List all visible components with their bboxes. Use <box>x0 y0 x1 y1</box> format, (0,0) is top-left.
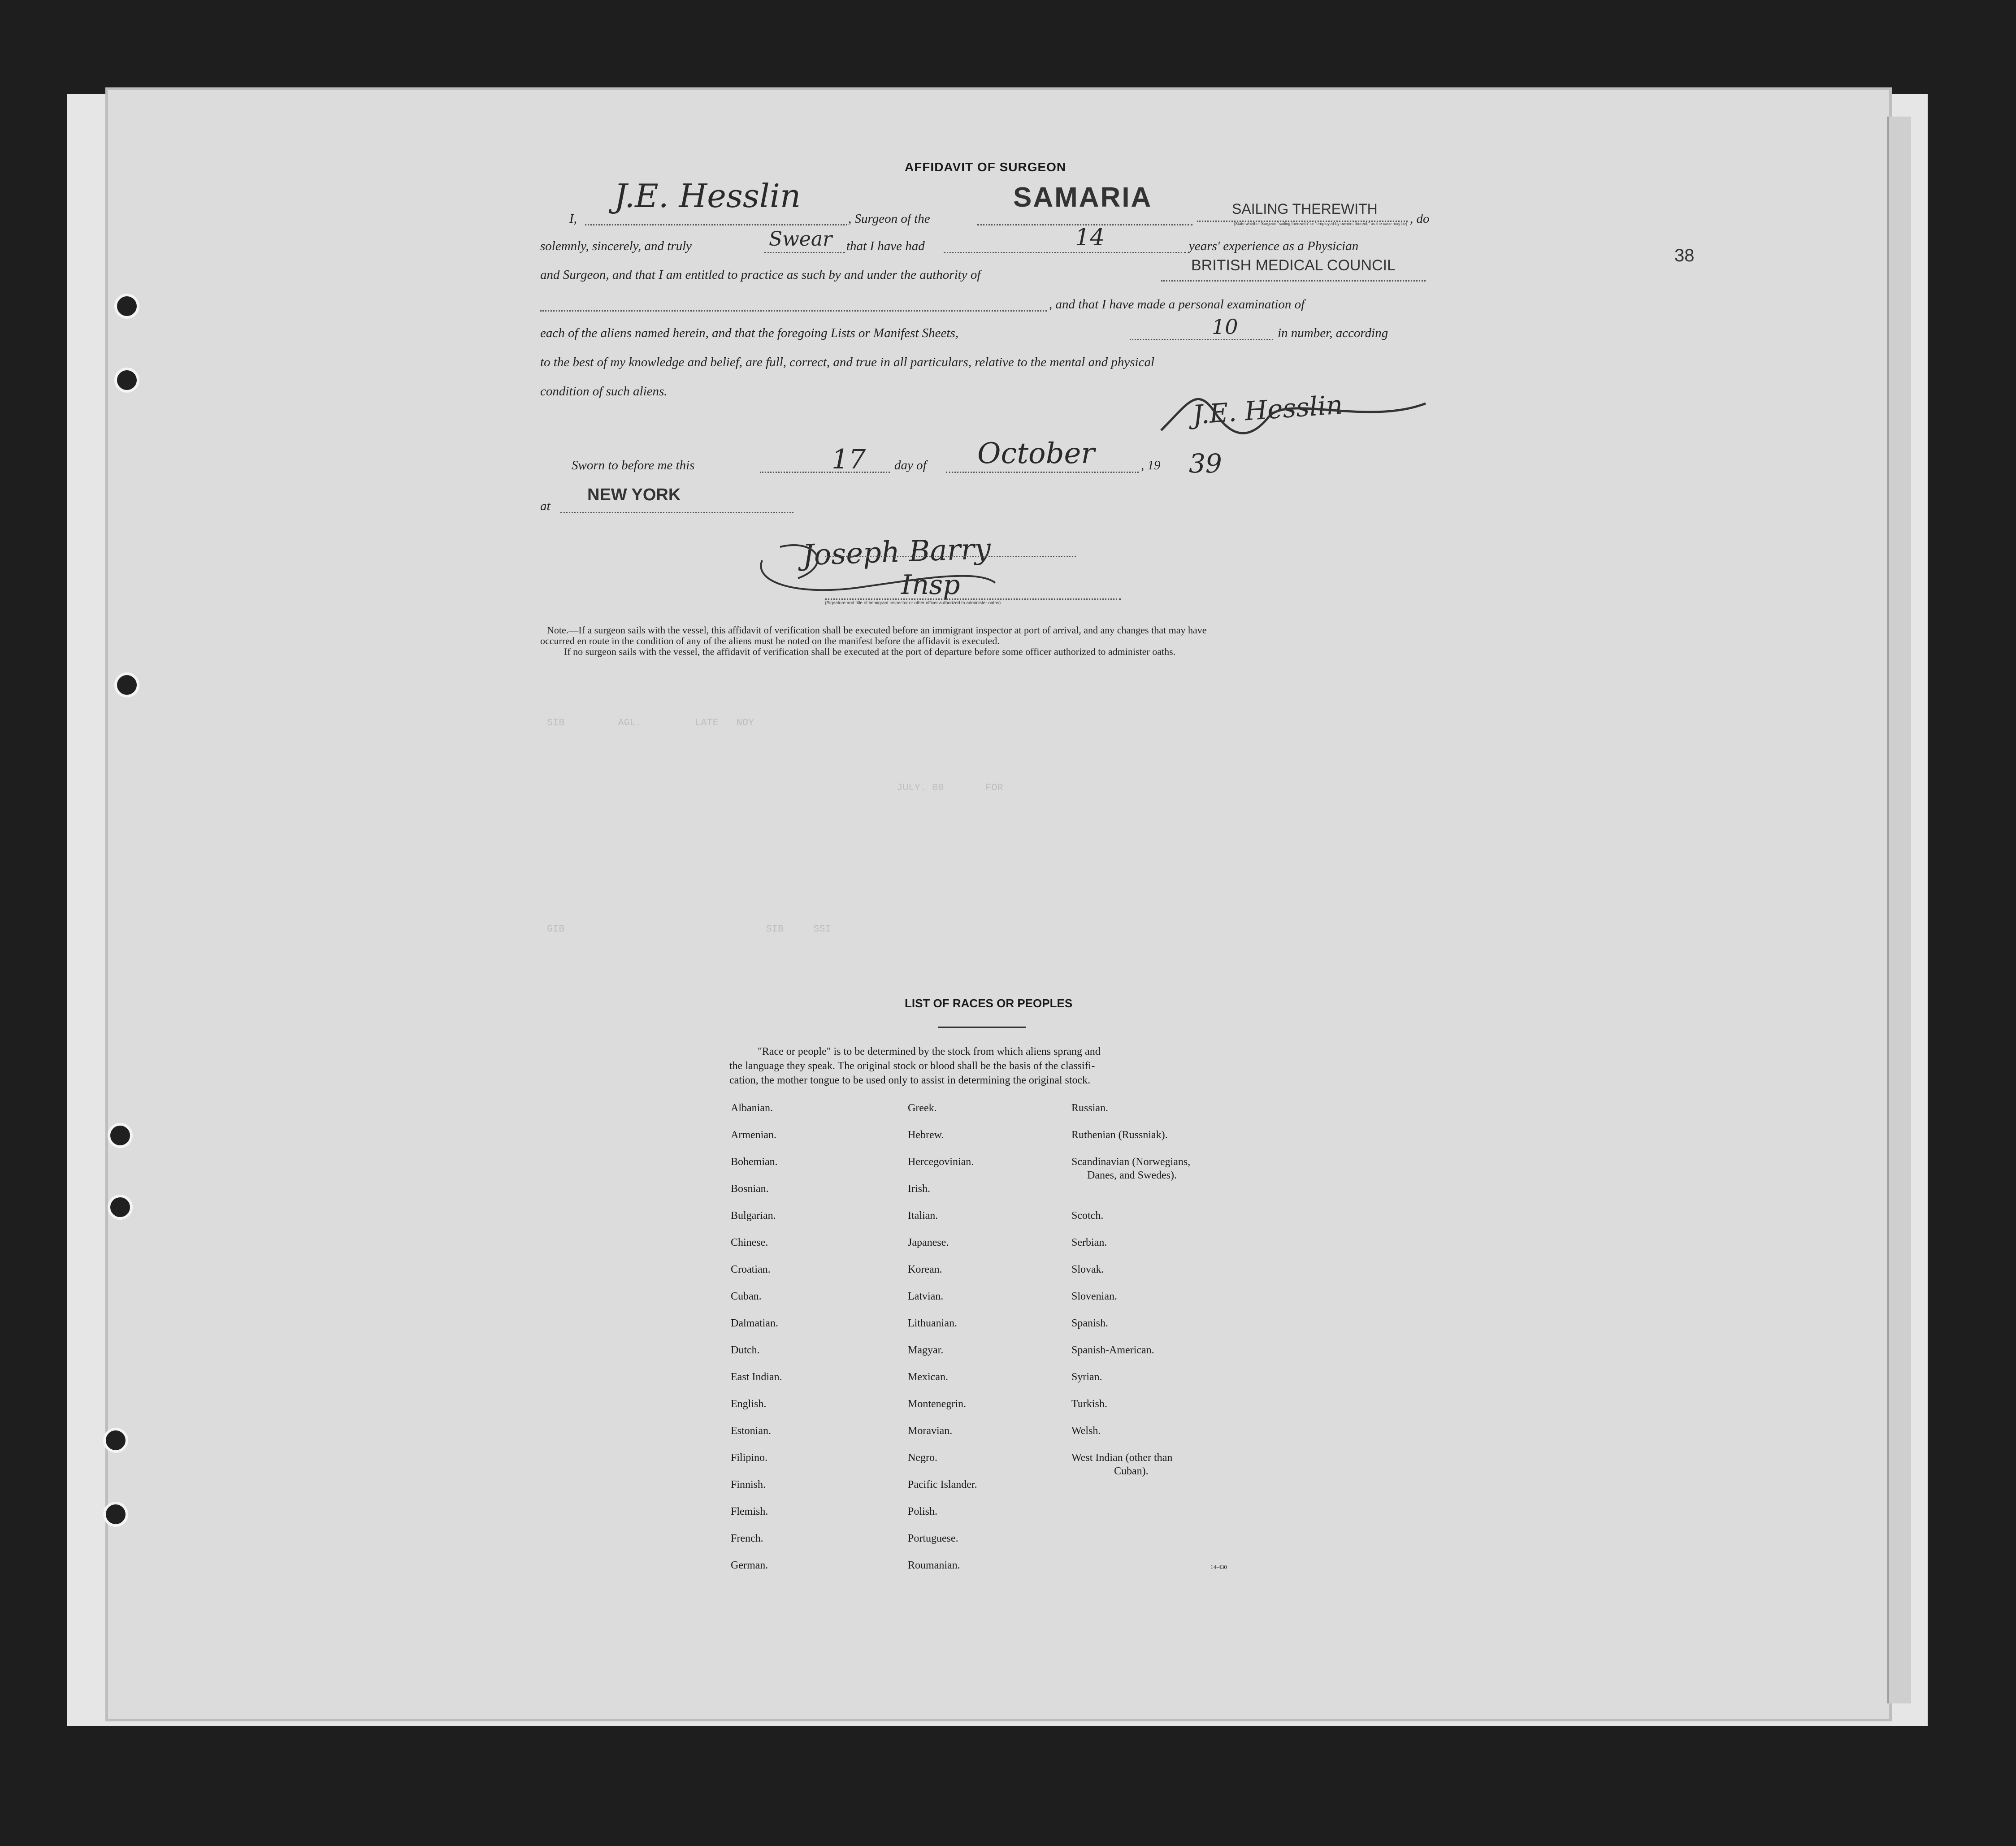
race-item: Filipino. <box>731 1452 768 1464</box>
race-item: German. <box>731 1560 768 1571</box>
race-item-continuation: Danes, and Swedes). <box>1087 1170 1177 1181</box>
race-item: Armenian. <box>731 1129 776 1141</box>
races-intro-2: the language they speak. The original stock or blood shall be the basis of the classifi- <box>729 1060 1095 1072</box>
status-instruction: (State whether Surgeon "sailing therewith" or "employed by owners thereof," as the case may be) <box>1234 221 1407 226</box>
race-item: Roumanian. <box>908 1560 960 1571</box>
binder-hole <box>103 1502 128 1527</box>
bleed-through-text: JULY. 00 FOR <box>897 782 1003 793</box>
race-item: Spanish-American. <box>1071 1344 1154 1356</box>
race-item: Negro. <box>908 1452 937 1464</box>
race-item: Croatian. <box>731 1264 771 1275</box>
binder-hole <box>114 672 139 698</box>
officer-caption: (Signature and title of immigrant inspector or other officer authorized to administer oaths) <box>825 601 1001 606</box>
status-stamp: SAILING THEREWITH <box>1232 201 1378 217</box>
blank-line <box>946 472 1139 473</box>
binder-hole <box>108 1123 133 1148</box>
race-item: Latvian. <box>908 1291 944 1302</box>
race-item: Hercegovinian. <box>908 1156 974 1168</box>
race-item: Hebrew. <box>908 1129 944 1141</box>
year-handwritten: 39 <box>1189 448 1222 479</box>
blank-line <box>560 512 793 513</box>
day-handwritten: 17 <box>832 444 866 475</box>
binder-hole <box>114 368 139 393</box>
line6: to the best of my knowledge and belief, are full, correct, and true in all particulars, relative to the mental and physical <box>540 355 1155 369</box>
line1-prefix: I, <box>569 212 577 226</box>
ship-name-stamp: SAMARIA <box>1013 182 1153 213</box>
blank-line <box>1161 280 1426 282</box>
blank-line <box>764 252 845 253</box>
race-item: Welsh. <box>1071 1425 1101 1437</box>
line3-prefix: and Surgeon, and that I am entitled to practice as such by and under the authority of <box>540 268 981 282</box>
race-item: Montenegrin. <box>908 1398 966 1410</box>
race-item: Korean. <box>908 1264 942 1275</box>
race-item: Pacific Islander. <box>908 1479 977 1491</box>
officer-title: Insp <box>901 569 960 601</box>
binder-hole <box>108 1195 133 1220</box>
race-item: Estonian. <box>731 1425 771 1437</box>
document-sheet <box>105 87 1892 1721</box>
place-stamp: NEW YORK <box>587 485 681 504</box>
race-item: English. <box>731 1398 767 1410</box>
races-intro-3: cation, the mother tongue to be used only to assist in determining the original stock. <box>729 1075 1091 1086</box>
race-item: Japanese. <box>908 1237 949 1248</box>
race-item: Bosnian. <box>731 1183 769 1195</box>
page-edge <box>1887 117 1911 1703</box>
line7: condition of such aliens. <box>540 384 668 399</box>
bleed-through-text: GIB SIB SSI <box>547 923 831 935</box>
note-line-3: If no surgeon sails with the vessel, the affidavit of verification shall be executed at the port of departure before some officer authorized to administer oaths. <box>564 646 1176 657</box>
line2-end: years' experience as a Physician <box>1189 239 1359 253</box>
race-item: Spanish. <box>1071 1317 1109 1329</box>
at-label: at <box>540 499 551 513</box>
race-item: Greek. <box>908 1102 937 1114</box>
race-item: French. <box>731 1533 763 1544</box>
race-item: Bohemian. <box>731 1156 778 1168</box>
race-item: Dalmatian. <box>731 1317 778 1329</box>
races-title: LIST OF RACES OR PEOPLES <box>905 997 1073 1010</box>
race-item: Magyar. <box>908 1344 944 1356</box>
races-intro-1: "Race or people" is to be determined by the stock from which aliens sprang and <box>758 1046 1101 1057</box>
line5-end: in number, according <box>1278 326 1388 340</box>
race-item: Flemish. <box>731 1506 768 1517</box>
form-code: 14-430 <box>1210 1564 1227 1570</box>
line4-end: , and that I have made a personal examination of <box>1049 297 1305 312</box>
note-line-2: occurred en route in the condition of any of the aliens must be noted on the manifest before the affidavit is executed. <box>540 635 1000 646</box>
race-item: Portuguese. <box>908 1533 958 1544</box>
race-item: Serbian. <box>1071 1237 1107 1248</box>
race-item: Albanian. <box>731 1102 773 1114</box>
month-handwritten: October <box>977 437 1095 470</box>
blank-line <box>944 252 1186 253</box>
race-item: Dutch. <box>731 1344 760 1356</box>
binder-hole <box>114 294 139 319</box>
note-line-1: Note.—If a surgeon sails with the vessel, this affidavit of verification shall be executed before an immigrant inspector at port of arrival, and any changes that may have <box>547 624 1207 636</box>
race-item: Polish. <box>908 1506 938 1517</box>
blank-line <box>1130 339 1273 340</box>
signature-flourish <box>1134 377 1439 448</box>
title-rule <box>938 1027 1026 1028</box>
sheets-handwritten: 10 <box>1212 315 1238 339</box>
race-item: Bulgarian. <box>731 1210 776 1222</box>
race-item: Slovenian. <box>1071 1291 1117 1302</box>
line2-mid: that I have had <box>846 239 925 253</box>
race-item: Russian. <box>1071 1102 1109 1114</box>
officer-signature: Joseph Barry <box>802 532 992 572</box>
years-handwritten: 14 <box>1075 224 1105 251</box>
race-item: Moravian. <box>908 1425 953 1437</box>
race-item: West Indian (other than <box>1071 1452 1173 1464</box>
race-item: Cuban. <box>731 1291 762 1302</box>
race-item: Finnish. <box>731 1479 766 1491</box>
bleed-through-text: SIB AGL. LATE NOY <box>547 717 754 728</box>
race-item: Chinese. <box>731 1237 768 1248</box>
line1-end: , do <box>1410 212 1430 226</box>
sworn-prefix: Sworn to before me this <box>572 458 695 472</box>
blank-line <box>540 310 1047 312</box>
race-item: Syrian. <box>1071 1371 1102 1383</box>
day-label: day of <box>894 458 927 472</box>
authority-stamp: BRITISH MEDICAL COUNCIL <box>1191 257 1396 274</box>
race-item-continuation: Cuban). <box>1114 1465 1149 1477</box>
race-item: Scandinavian (Norwegians, <box>1071 1156 1191 1168</box>
binder-hole <box>103 1428 128 1453</box>
affidavit-title: AFFIDAVIT OF SURGEON <box>905 160 1067 174</box>
line1-mid: , Surgeon of the <box>848 212 930 226</box>
race-item: Turkish. <box>1071 1398 1107 1410</box>
race-item: Mexican. <box>908 1371 948 1383</box>
declaration-handwritten: Swear <box>769 228 832 251</box>
year-prefix: , 19 <box>1141 458 1161 472</box>
blank-line <box>585 224 847 225</box>
race-item: Italian. <box>908 1210 938 1222</box>
blank-line <box>825 598 1121 600</box>
surgeon-signature: J.E. Hesslin <box>1192 389 1344 430</box>
race-item: Scotch. <box>1071 1210 1104 1222</box>
line5-prefix: each of the aliens named herein, and that the foregoing Lists or Manifest Sheets, <box>540 326 958 340</box>
race-item: Ruthenian (Russniak). <box>1071 1129 1168 1141</box>
race-item: Slovak. <box>1071 1264 1104 1275</box>
blank-line <box>760 472 890 473</box>
race-item: East Indian. <box>731 1371 782 1383</box>
page-number: 38 <box>1674 246 1695 265</box>
race-item: Lithuanian. <box>908 1317 957 1329</box>
line2-prefix: solemnly, sincerely, and truly <box>540 239 692 253</box>
race-item: Irish. <box>908 1183 930 1195</box>
officer-signature-flourish <box>744 533 1013 601</box>
surgeon-name-handwritten: J.E. Hesslin <box>614 177 801 215</box>
